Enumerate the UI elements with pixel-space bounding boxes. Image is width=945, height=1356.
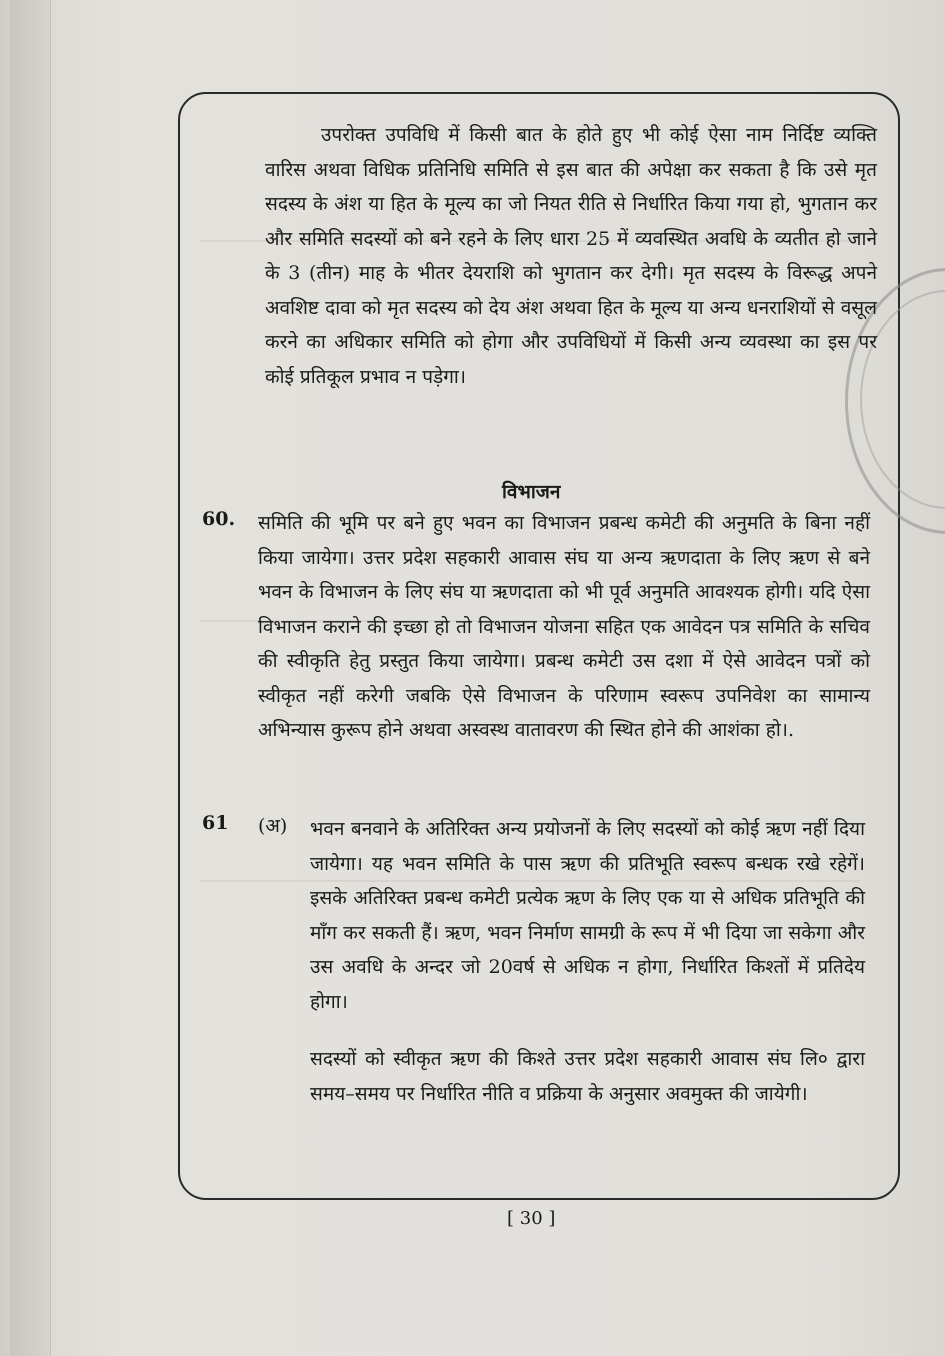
section-60-text: समिति की भूमि पर बने हुए भवन का विभाजन प्रबन्ध कमेटी की अनुमति के बिना नहीं किया जायेगा। उत्तर प्रदेश सहकारी आवास संघ या अन्य ऋणदाता के लिए ऋण से बने भवन के विभाजन के लिए संघ या ऋणदाता को भी पूर्व अनुमति आवश्यक होगी। यदि ऐसा विभाजन कराने की इच्छा हो तो विभाजन योजना सहित एक आवेदन पत्र समिति के सचिव की स्वीकृति हेतु प्रस्तुत किया जायेगा। प्रबन्ध कमेटी उस दशा में ऐसे आवेदन पत्रों को स्वीकृत नहीं करेगी जबकि ऐसे विभाजन के परिणाम स्वरूप उपनिवेश का सामान्य अभिन्यास कुरूप होने अथवा अस्वस्थ वातावरण की स्थित होने की आशंका हो।.	[258, 512, 870, 741]
section-number-61: 61	[202, 812, 229, 834]
section-heading: विभाजन	[502, 481, 561, 503]
section-61-text-b: सदस्यों को स्वीकृत ऋण की किश्ते उत्तर प्रदेश सहकारी आवास संघ लि० द्वारा समय–समय पर निर्धारित नीति व प्रक्रिया के अनुसार अवमुक्त की जायेगी।	[310, 1048, 865, 1105]
section-61-text-a: भवन बनवाने के अतिरिक्त अन्य प्रयोजनों के लिए सदस्यों को कोई ऋण नहीं दिया जायेगा। यह भवन समिति के पास ऋण की प्रतिभूति स्वरूप बन्धक रखे रहेगें। इसके अतिरिक्त प्रबन्ध कमेटी प्रत्येक ऋण के लिए एक या से अधिक प्रतिभूति की माँग कर सकती हैं। ऋण, भवन निर्माण सामग्री के रूप में भी दिया जा सकेगा और उस अवधि के अन्दर जो 20वर्ष से अधिक न होगा, निर्धारित किश्तों में प्रतिदेय होगा।	[310, 818, 865, 1013]
section-61-sub-label: (अ)	[258, 815, 288, 837]
section-number-60: 60.	[202, 508, 236, 530]
page-binding-edge	[10, 0, 51, 1356]
page-number: [ 30 ]	[507, 1208, 556, 1229]
paragraph-intro: उपरोक्त उपविधि में किसी बात के होते हुए भी कोई ऐसा नाम निर्दिष्ट व्यक्ति वारिस अथवा विधिक प्रतिनिधि समिति से इस बात की अपेक्षा कर सकता है कि उसे मृत सदस्य के अंश या हित के मूल्य का जो नियत रीति से निर्धारित किया गया हो, भुगतान कर और समिति सदस्यों को बने रहने के लिए धारा 25 में व्यवस्थित अवधि के व्यतीत हो जाने के 3 (तीन) माह के भीतर देयराशि को भुगतान कर देगी। मृत सदस्य के विरूद्ध अपने अवशिष्ट दावा को मृत सदस्य को देय अंश अथवा हित के मूल्य या अन्य धनराशियों से वसूल करने का अधिकार समिति को होगा और उपविधियों में किसी अन्य व्यवस्था का इस पर कोई प्रतिकूल प्रभाव न पड़ेगा।	[265, 124, 877, 388]
